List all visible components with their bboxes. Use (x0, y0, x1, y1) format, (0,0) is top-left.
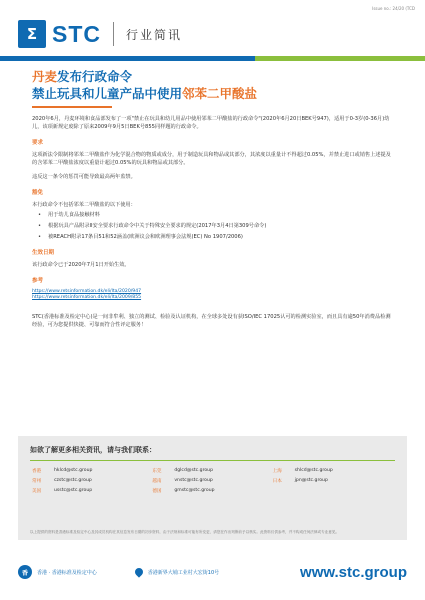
header-color-bar (0, 56, 425, 61)
penalty-paragraph: 违反这一条令的惩罚可能导致最高两年监禁。 (32, 174, 136, 180)
article-title (32, 68, 395, 102)
contact-item (152, 468, 272, 474)
page-footer (18, 552, 407, 592)
exemption-lead: 本行政命令不包括邻苯二甲酸盐的以下使用： (32, 202, 136, 208)
org-logo-icon: 香 (18, 565, 32, 579)
page-header (18, 14, 407, 54)
contact-list (32, 468, 393, 494)
contact-city: 德国 (152, 489, 162, 494)
reference-link[interactable]: https://www.retsinformation.dk/eli/lta/2020/947 (32, 289, 142, 294)
list-item: • 用于幼儿食品接触材料 (38, 211, 395, 219)
list-item: • 根据玩具产品附录II安全要求行政命令中关于特殊安全要求的规定(2017年3月4日第309号命令) (38, 222, 395, 230)
contact-item (32, 468, 152, 474)
contact-item (152, 488, 272, 494)
about-stc-paragraph: STC(香港标准及检定中心)是一间非牟利、独立的测试、检验及认证机构，在全球多处设有获ISO/IEC 17025认可的检测实验室，而且具有逾50年消费品检测经验，可为您提供快捷、可靠而符合性评定服务！ (32, 314, 391, 328)
contact-city: 常州 (32, 479, 42, 484)
contact-email[interactable]: gmstc@stc.group (174, 488, 215, 493)
title-country: 丹麦 (32, 69, 58, 84)
org-address: 香港新界大埔工业村大宏街10号 (147, 569, 220, 576)
contact-email[interactable]: dglcd@stc.group (174, 468, 213, 473)
contact-email[interactable]: jpn@stc.group (294, 478, 328, 483)
stc-logo (18, 20, 101, 48)
title-underline (32, 106, 112, 108)
contact-heading: 如欲了解更多相关资讯，请与我们联系： (30, 446, 156, 454)
title-line2: 禁止玩具和儿童产品中使用 (32, 86, 183, 101)
contact-city: 东莞 (152, 469, 162, 474)
contact-email[interactable]: czstc@stc.group (54, 478, 92, 483)
section-title: 行业简讯 (126, 27, 183, 42)
requirement-paragraph: 这项新法令限制将邻苯二甲酸盐作为化学混合物的物质或成分，用于制造玩具和物品或其部分，其浓度以重量计不得超过0.05%，并禁止进口或销售上述提及的含邻苯二甲酸盐浓度以重量计超过0.05%的玩具和物品或其部分。 (32, 152, 391, 166)
contact-email[interactable]: vnstc@stc.group (174, 478, 213, 483)
effective-date-heading: 生效日期 (32, 250, 55, 256)
contact-box (18, 436, 407, 540)
exemption-heading: 豁免 (32, 190, 44, 196)
logo-text: STC (52, 20, 101, 47)
location-pin-icon (133, 566, 144, 577)
title-substance: 邻苯二甲酸盐 (182, 86, 258, 101)
contact-city: 美国 (32, 489, 42, 494)
contact-email[interactable]: usstc@stc.group (54, 488, 93, 493)
contact-divider (30, 460, 395, 461)
contact-email[interactable]: hklcd@stc.group (54, 468, 93, 473)
references-heading: 参考 (32, 278, 44, 284)
effective-date-text: 该行政命令已于2020年7月1日开始生效。 (32, 262, 130, 268)
contact-item (32, 488, 152, 494)
org-name: 香港 · 香港标准及检定中心 (37, 569, 97, 576)
article-body (32, 115, 395, 335)
logo-mark-icon: Σ (18, 20, 46, 48)
contact-item (152, 478, 272, 484)
contact-item (32, 478, 152, 484)
intro-paragraph: 2020年6月，丹麦环境和食品部发布了一项"禁止在玩具和幼儿用品中使用邻苯二甲酸盐的行政命令"(2020年6月20日BEK号947)，适用于0-3岁(0-36月)幼儿，该项新规定废除了原来2009年9月5日BEK号855同样题的行政命令。 (32, 116, 390, 130)
contact-city: 上海 (272, 469, 282, 474)
disclaimer-text: 以上提供的资料是香港标准及检定中心及其成员机构在其信息发布日期的初步资料，由于法规和标准可能有所变更，请您在作出判断前予以核实。此资料仅供参考，并不构成任何法律或专业意见。 (30, 530, 340, 534)
requirement-heading: 要求 (32, 140, 44, 146)
title-line1: 发布行政命令 (57, 69, 133, 84)
header-divider (113, 22, 114, 46)
website-link[interactable]: www.stc.group (300, 564, 407, 581)
contact-city: 香港 (32, 469, 42, 474)
exemption-list (38, 211, 395, 241)
contact-email[interactable]: shlcd@stc.group (294, 468, 333, 473)
list-item: • 被REACH附录17条目51和52涵盖(欧洲议会和欧洲理事会法规(EC) No 1907/2006) (38, 233, 395, 241)
issue-number: Issue no.: 24/20 (TCD (372, 6, 415, 11)
contact-city: 越南 (152, 479, 162, 484)
contact-item (273, 478, 393, 484)
contact-item (273, 468, 393, 474)
contact-city: 日本 (272, 479, 282, 484)
reference-link[interactable]: https://www.retsinformation.dk/eli/lta/2009/855 (32, 295, 142, 300)
